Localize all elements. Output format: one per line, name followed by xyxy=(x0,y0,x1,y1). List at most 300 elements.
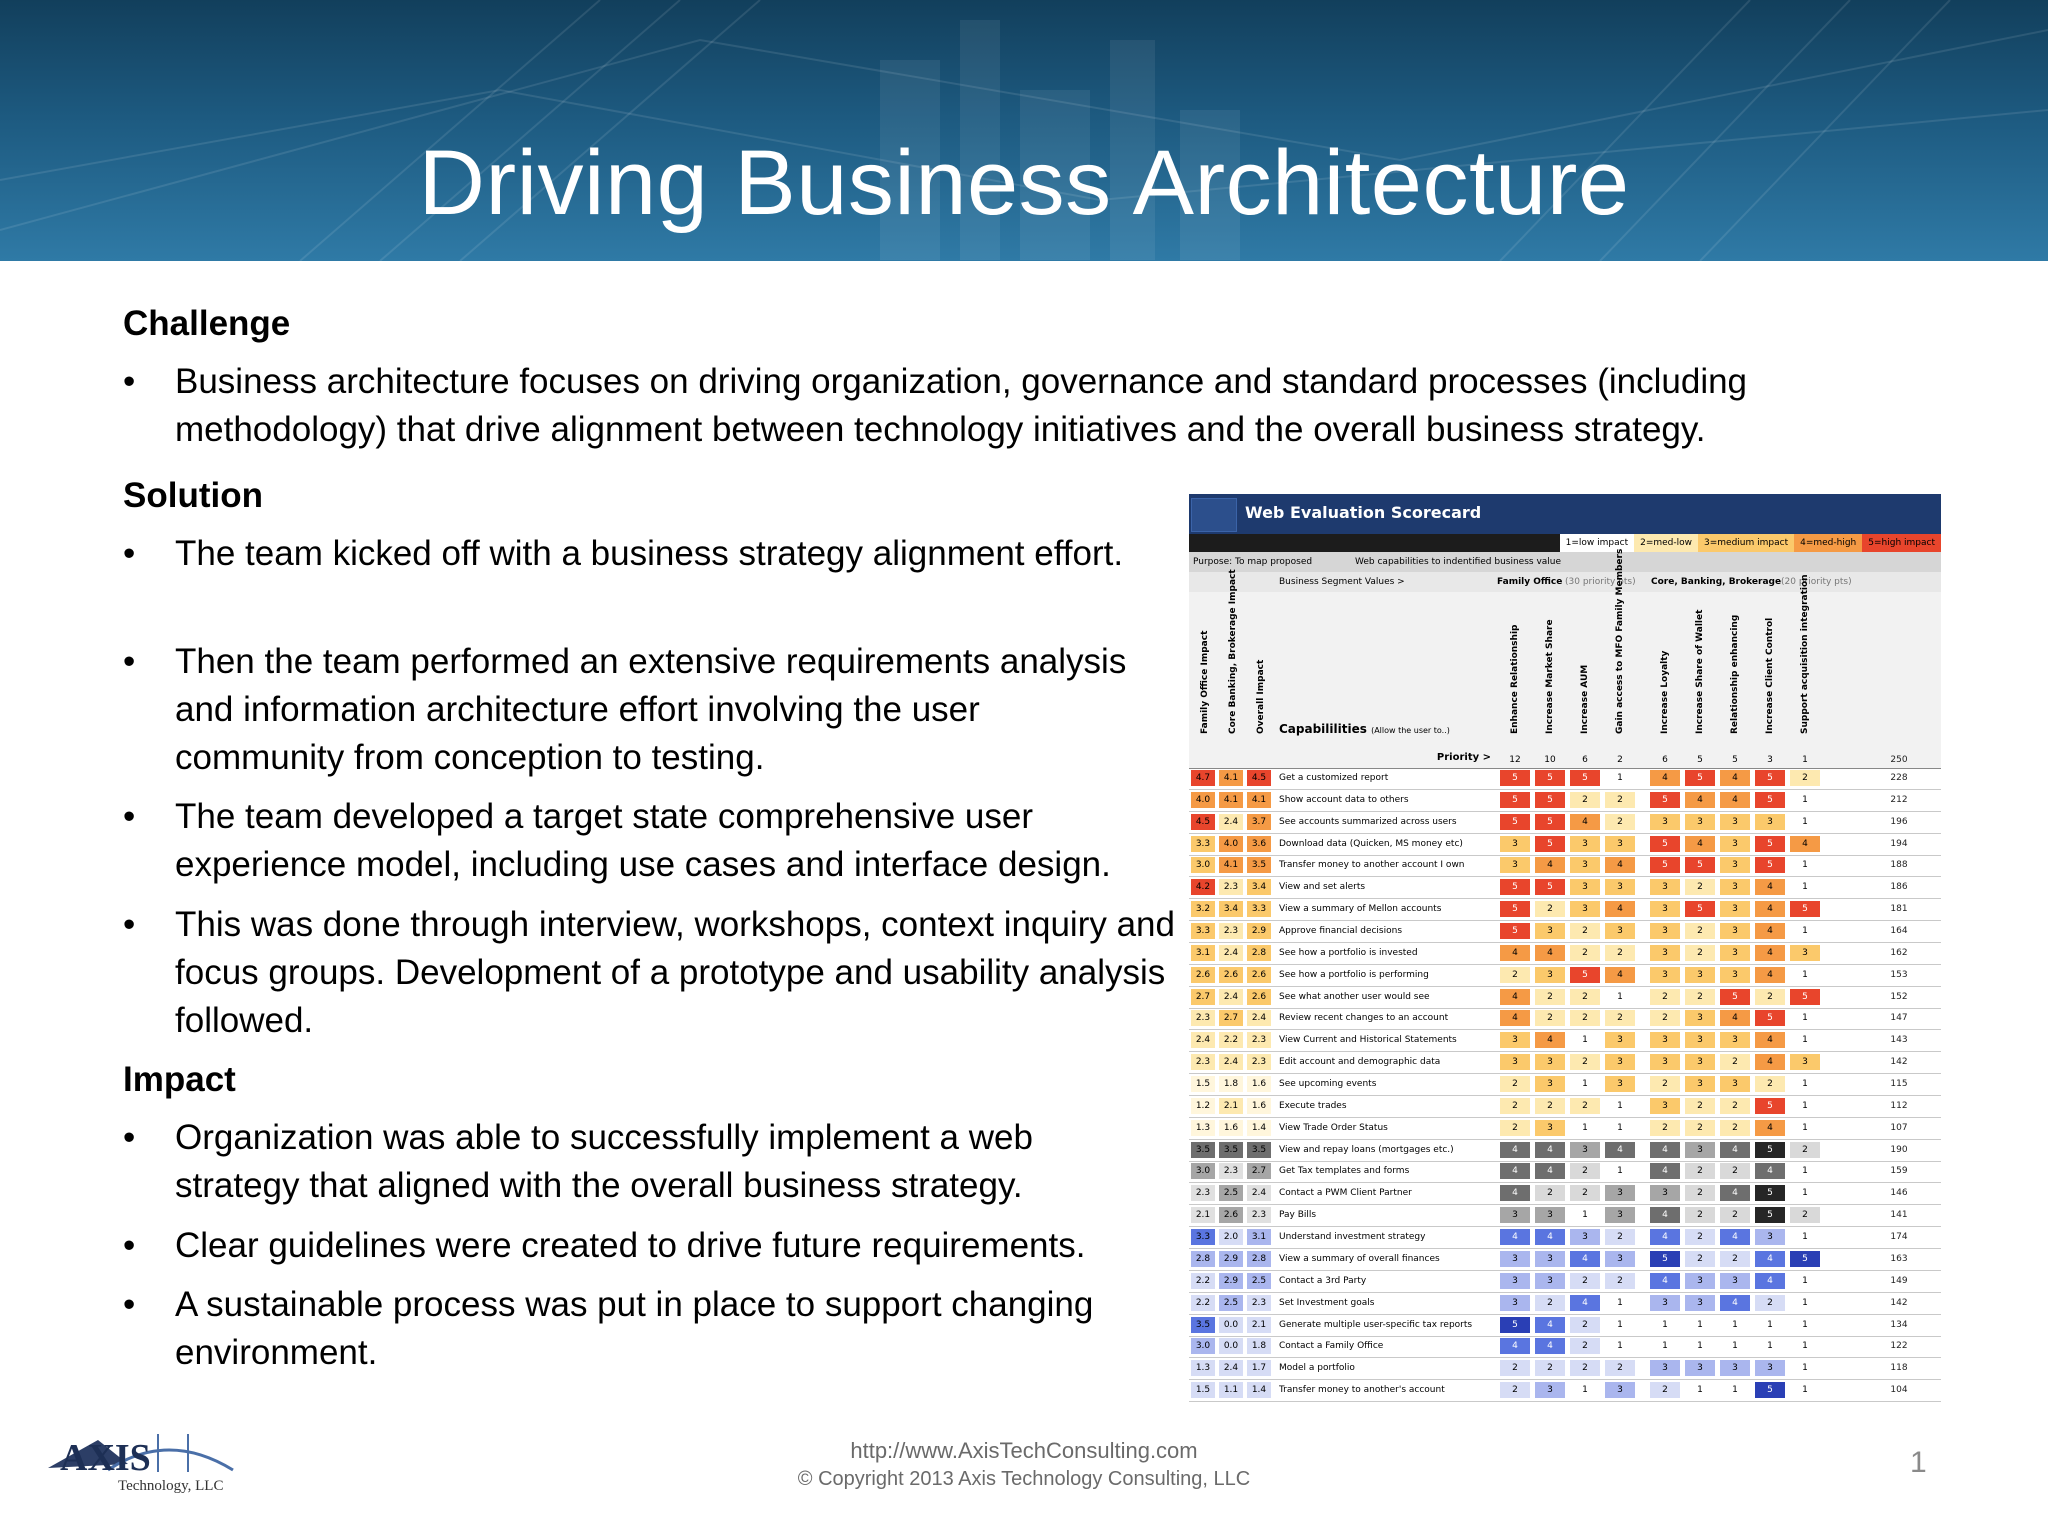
scorecard-row xyxy=(1189,1074,1941,1096)
score-cell: 5 xyxy=(1685,901,1715,917)
scorecard-row xyxy=(1189,790,1941,812)
value-column-header xyxy=(1795,574,1815,744)
row-total: 142 xyxy=(1890,1057,1908,1068)
score-cell: 1 xyxy=(1755,1317,1785,1333)
impact-column-header-text: Core Banking, Brokerage Impact xyxy=(1228,569,1238,734)
bullet-marker: • xyxy=(123,642,136,681)
score-cell: 1 xyxy=(1790,1120,1820,1136)
score-cell: 4 xyxy=(1500,1185,1530,1201)
score-cell: 1 xyxy=(1790,1229,1820,1245)
score-cell: 3 xyxy=(1605,836,1635,852)
score-cell: 3 xyxy=(1720,967,1750,983)
row-total: 190 xyxy=(1890,1144,1908,1155)
score-cell: 4 xyxy=(1685,836,1715,852)
score-cell: 3 xyxy=(1650,923,1680,939)
score-cell: 1 xyxy=(1790,1010,1820,1026)
score-cell: 1 xyxy=(1790,1317,1820,1333)
priority-label: Priority > xyxy=(1436,752,1491,763)
score-cell: 2 xyxy=(1570,945,1600,961)
score-cell: 2 xyxy=(1790,1142,1820,1158)
solution-bullet xyxy=(123,638,1133,782)
score-cell: 2 xyxy=(1605,1360,1635,1376)
capability-name: Get a customized report xyxy=(1279,773,1389,783)
score-cell: 2 xyxy=(1535,1185,1565,1201)
impact-cell: 2.5 xyxy=(1219,1295,1243,1311)
score-cell: 1 xyxy=(1605,1098,1635,1114)
score-cell: 5 xyxy=(1535,879,1565,895)
score-cell: 3 xyxy=(1605,1076,1635,1092)
score-cell: 3 xyxy=(1605,1382,1635,1398)
row-total: 122 xyxy=(1890,1341,1908,1352)
capability-name: Download data (Quicken, MS money etc) xyxy=(1279,838,1463,849)
impact-cell: 1.6 xyxy=(1219,1120,1243,1136)
score-cell: 5 xyxy=(1790,1251,1820,1267)
score-cell: 3 xyxy=(1605,1207,1635,1223)
impact-cell: 2.4 xyxy=(1247,1010,1271,1026)
score-cell: 2 xyxy=(1535,989,1565,1005)
score-cell: 3 xyxy=(1755,1360,1785,1376)
score-cell: 3 xyxy=(1685,1295,1715,1311)
impact-column-header xyxy=(1195,604,1215,744)
score-cell: 3 xyxy=(1535,1076,1565,1092)
score-cell: 2 xyxy=(1570,1185,1600,1201)
score-cell: 4 xyxy=(1500,1229,1530,1245)
score-cell: 3 xyxy=(1535,1273,1565,1289)
impact-cell: 2.1 xyxy=(1191,1207,1215,1223)
impact-cell: 3.6 xyxy=(1247,836,1271,852)
impact-cell: 2.3 xyxy=(1191,1010,1215,1026)
score-cell: 2 xyxy=(1570,1054,1600,1070)
score-cell: 3 xyxy=(1685,1032,1715,1048)
value-column-header xyxy=(1540,604,1560,744)
score-cell: 2 xyxy=(1605,814,1635,830)
impact-cell: 2.4 xyxy=(1191,1032,1215,1048)
score-cell: 5 xyxy=(1755,1185,1785,1201)
impact-cell: 2.8 xyxy=(1191,1251,1215,1267)
challenge-heading: Challenge xyxy=(123,304,291,343)
value-column-header xyxy=(1610,548,1630,744)
score-cell: 3 xyxy=(1755,814,1785,830)
score-cell: 3 xyxy=(1650,879,1680,895)
score-cell: 5 xyxy=(1500,879,1530,895)
web-evaluation-scorecard xyxy=(1189,494,1941,1397)
legend-item: 2=med-low xyxy=(1634,534,1698,552)
scorecard-row xyxy=(1189,899,1941,921)
solution-bullet xyxy=(123,793,1183,889)
bullet-text: Then the team performed an extensive requirements analysis and information architecture effort involving the user community from conception to testing. xyxy=(175,642,1127,777)
score-cell: 5 xyxy=(1790,989,1820,1005)
impact-cell: 2.4 xyxy=(1219,1054,1243,1070)
impact-cell: 3.5 xyxy=(1247,1142,1271,1158)
score-cell: 4 xyxy=(1755,901,1785,917)
score-cell: 4 xyxy=(1535,1317,1565,1333)
scorecard-row xyxy=(1189,768,1941,790)
score-cell: 2 xyxy=(1685,945,1715,961)
score-cell: 3 xyxy=(1650,1054,1680,1070)
row-total: 115 xyxy=(1890,1079,1908,1090)
scorecard-row xyxy=(1189,1096,1941,1118)
bullet-text: This was done through interview, workshops, context inquiry and focus groups. Development of a prototype and usability analysis followed. xyxy=(175,905,1175,1040)
capability-name: Approve financial decisions xyxy=(1279,926,1403,937)
impact-cell: 1.1 xyxy=(1219,1382,1243,1398)
score-cell: 5 xyxy=(1570,967,1600,983)
score-cell: 4 xyxy=(1500,1010,1530,1026)
score-cell: 3 xyxy=(1605,879,1635,895)
score-cell: 4 xyxy=(1755,1054,1785,1070)
score-cell: 4 xyxy=(1650,1229,1680,1245)
scorecard-row xyxy=(1189,1205,1941,1227)
solution-heading: Solution xyxy=(123,476,263,515)
score-cell: 3 xyxy=(1570,1142,1600,1158)
score-cell: 3 xyxy=(1500,1054,1530,1070)
score-cell: 2 xyxy=(1720,1207,1750,1223)
impact-column-header xyxy=(1223,569,1243,744)
impact-bullet xyxy=(123,1114,1133,1210)
footer-copyright: © Copyright 2013 Axis Technology Consulting, LLC xyxy=(797,1468,1251,1490)
score-cell: 3 xyxy=(1570,879,1600,895)
score-cell: 5 xyxy=(1535,792,1565,808)
impact-column-header-text: Overall Impact xyxy=(1256,659,1266,734)
capability-name: Transfer money to another's account xyxy=(1279,1385,1445,1396)
segment-core: Core, Banking, Brokerage xyxy=(1651,577,1782,587)
score-cell: 3 xyxy=(1500,1251,1530,1267)
bullet-text: Clear guidelines were created to drive future requirements. xyxy=(175,1226,1086,1265)
row-total: 149 xyxy=(1890,1275,1908,1286)
score-cell: 1 xyxy=(1790,1076,1820,1092)
score-cell: 4 xyxy=(1755,1120,1785,1136)
priority-value: 5 xyxy=(1697,755,1703,765)
score-cell: 3 xyxy=(1535,1382,1565,1398)
impact-cell: 3.0 xyxy=(1191,857,1215,873)
score-cell: 3 xyxy=(1500,1207,1530,1223)
score-cell: 4 xyxy=(1535,1032,1565,1048)
score-cell: 3 xyxy=(1650,1098,1680,1114)
row-total: 107 xyxy=(1890,1122,1908,1133)
bullet-text: A sustainable process was put in place to support changing environment. xyxy=(175,1285,1094,1372)
score-cell: 4 xyxy=(1720,770,1750,786)
score-cell: 3 xyxy=(1500,1032,1530,1048)
capability-name: Understand investment strategy xyxy=(1279,1232,1426,1243)
score-cell: 1 xyxy=(1685,1382,1715,1398)
footer-url-link[interactable]: http://www.AxisTechConsulting.com xyxy=(850,1438,1198,1463)
score-cell: 1 xyxy=(1790,857,1820,873)
score-cell: 4 xyxy=(1500,945,1530,961)
score-cell: 4 xyxy=(1500,1163,1530,1179)
capability-name: View and repay loans (mortgages etc.) xyxy=(1279,1144,1454,1155)
score-cell: 3 xyxy=(1500,1273,1530,1289)
segment-family-office: Family Office xyxy=(1497,577,1563,587)
score-cell: 1 xyxy=(1790,1338,1820,1354)
value-column-header xyxy=(1690,604,1710,744)
score-cell: 5 xyxy=(1650,836,1680,852)
score-cell: 1 xyxy=(1755,1338,1785,1354)
capability-name: Contact a PWM Client Partner xyxy=(1279,1188,1412,1199)
row-total: 152 xyxy=(1890,991,1908,1002)
score-cell: 1 xyxy=(1790,792,1820,808)
capability-name: View and set alerts xyxy=(1279,882,1366,893)
legend-item: 1=low impact xyxy=(1560,534,1634,552)
impact-cell: 3.2 xyxy=(1191,901,1215,917)
score-cell: 3 xyxy=(1685,1360,1715,1376)
capability-name: Review recent changes to an account xyxy=(1279,1013,1449,1024)
score-cell: 5 xyxy=(1500,901,1530,917)
score-cell: 3 xyxy=(1500,1295,1530,1311)
capability-name: Pay Bills xyxy=(1279,1210,1317,1221)
score-cell: 5 xyxy=(1755,857,1785,873)
score-cell: 5 xyxy=(1755,836,1785,852)
score-cell: 3 xyxy=(1720,814,1750,830)
row-total: 163 xyxy=(1890,1253,1908,1264)
impact-cell: 2.6 xyxy=(1247,989,1271,1005)
score-cell: 1 xyxy=(1605,1317,1635,1333)
priority-value: 10 xyxy=(1544,755,1556,765)
score-cell: 1 xyxy=(1790,1098,1820,1114)
score-cell: 4 xyxy=(1605,857,1635,873)
impact-cell: 1.3 xyxy=(1191,1360,1215,1376)
score-cell: 5 xyxy=(1500,792,1530,808)
impact-cell: 4.7 xyxy=(1191,770,1215,786)
score-cell: 1 xyxy=(1790,1032,1820,1048)
capability-name: See accounts summarized across users xyxy=(1279,816,1457,827)
scorecard-row xyxy=(1189,1315,1941,1337)
row-total: 196 xyxy=(1890,816,1908,827)
score-cell: 3 xyxy=(1570,857,1600,873)
capability-name: Edit account and demographic data xyxy=(1279,1057,1441,1068)
scorecard-row xyxy=(1189,1008,1941,1030)
score-cell: 3 xyxy=(1650,1185,1680,1201)
impact-cell: 2.6 xyxy=(1247,967,1271,983)
score-cell: 2 xyxy=(1720,1120,1750,1136)
score-cell: 3 xyxy=(1685,1142,1715,1158)
impact-cell: 2.3 xyxy=(1191,1185,1215,1201)
impact-cell: 2.3 xyxy=(1191,1054,1215,1070)
row-total: 162 xyxy=(1890,947,1908,958)
impact-cell: 2.4 xyxy=(1247,1185,1271,1201)
score-cell: 3 xyxy=(1605,1054,1635,1070)
impact-cell: 3.0 xyxy=(1191,1338,1215,1354)
impact-cell: 2.6 xyxy=(1219,967,1243,983)
score-cell: 3 xyxy=(1685,1273,1715,1289)
score-cell: 2 xyxy=(1790,1207,1820,1223)
row-total: 159 xyxy=(1890,1166,1908,1177)
impact-cell: 2.9 xyxy=(1219,1273,1243,1289)
impact-cell: 2.4 xyxy=(1219,814,1243,830)
page-number: 1 xyxy=(1910,1446,1927,1479)
row-total: 147 xyxy=(1890,1013,1908,1024)
legend-item: 4=med-high xyxy=(1794,534,1862,552)
score-cell: 2 xyxy=(1650,1120,1680,1136)
score-cell: 4 xyxy=(1570,814,1600,830)
value-column-header-text: Increase AUM xyxy=(1580,664,1590,734)
score-cell: 3 xyxy=(1535,1251,1565,1267)
score-cell: 3 xyxy=(1720,901,1750,917)
score-cell: 4 xyxy=(1720,1010,1750,1026)
score-cell: 3 xyxy=(1650,814,1680,830)
score-cell: 1 xyxy=(1790,1360,1820,1376)
value-column-header-text: Increase Market Share xyxy=(1545,619,1555,734)
score-cell: 4 xyxy=(1720,1295,1750,1311)
score-cell: 4 xyxy=(1720,1142,1750,1158)
value-column-header xyxy=(1505,604,1525,744)
score-cell: 1 xyxy=(1605,1163,1635,1179)
value-column-header-text: Increase Client Control xyxy=(1765,617,1775,734)
score-cell: 2 xyxy=(1650,1382,1680,1398)
score-cell: 2 xyxy=(1570,1273,1600,1289)
score-cell: 3 xyxy=(1755,1229,1785,1245)
impact-cell: 3.4 xyxy=(1219,901,1243,917)
capabilities-note: (Allow the user to..) xyxy=(1371,726,1450,735)
impact-cell: 3.1 xyxy=(1247,1229,1271,1245)
score-cell: 1 xyxy=(1720,1317,1750,1333)
score-cell: 1 xyxy=(1605,1120,1635,1136)
challenge-bullet xyxy=(123,358,1843,454)
score-cell: 2 xyxy=(1535,1098,1565,1114)
score-cell: 1 xyxy=(1720,1338,1750,1354)
impact-cell: 1.5 xyxy=(1191,1382,1215,1398)
impact-heading: Impact xyxy=(123,1060,236,1099)
row-total: 146 xyxy=(1890,1188,1908,1199)
score-cell: 4 xyxy=(1500,1338,1530,1354)
score-cell: 2 xyxy=(1720,1251,1750,1267)
score-cell: 2 xyxy=(1720,1163,1750,1179)
score-cell: 3 xyxy=(1650,1295,1680,1311)
priority-value: 6 xyxy=(1662,755,1668,765)
score-cell: 2 xyxy=(1605,1010,1635,1026)
score-cell: 4 xyxy=(1570,1251,1600,1267)
value-column-header-text: Increase Share of Wallet xyxy=(1695,609,1705,734)
logo-word: AXIS xyxy=(60,1437,151,1479)
impact-cell: 2.3 xyxy=(1219,923,1243,939)
segment-core-note: (20 priority pts) xyxy=(1781,577,1852,587)
capability-name: View a summary of Mellon accounts xyxy=(1279,904,1442,915)
score-cell: 2 xyxy=(1570,1098,1600,1114)
impact-cell: 2.2 xyxy=(1219,1032,1243,1048)
score-cell: 3 xyxy=(1685,1010,1715,1026)
score-cell: 4 xyxy=(1755,1273,1785,1289)
score-cell: 2 xyxy=(1685,1251,1715,1267)
impact-column-header xyxy=(1251,604,1271,744)
slide-title: Driving Business Architecture xyxy=(418,132,1630,234)
solution-bullet xyxy=(123,901,1183,1045)
scorecard-row xyxy=(1189,812,1941,834)
scorecard-purpose xyxy=(1189,552,1941,572)
score-cell: 1 xyxy=(1720,1382,1750,1398)
impact-cell: 3.5 xyxy=(1191,1142,1215,1158)
score-cell: 5 xyxy=(1650,792,1680,808)
score-cell: 3 xyxy=(1650,945,1680,961)
score-cell: 4 xyxy=(1535,1163,1565,1179)
scorecard-row xyxy=(1189,1183,1941,1205)
score-cell: 4 xyxy=(1755,1032,1785,1048)
bullet-marker: • xyxy=(123,1226,136,1265)
bullet-text: Organization was able to successfully implement a web strategy that aligned with the overall business strategy. xyxy=(175,1118,1033,1205)
scorecard-row xyxy=(1189,877,1941,899)
impact-cell: 4.1 xyxy=(1219,770,1243,786)
capability-name: View a summary of overall finances xyxy=(1279,1253,1440,1264)
scorecard-legend-bar xyxy=(1189,534,1941,552)
bullet-text: The team developed a target state comprehensive user experience model, including use cases and interface design. xyxy=(175,797,1111,884)
score-cell: 1 xyxy=(1685,1317,1715,1333)
value-column-header-text: Enhance Relationship xyxy=(1510,624,1520,734)
score-cell: 3 xyxy=(1790,945,1820,961)
score-cell: 2 xyxy=(1685,1207,1715,1223)
impact-cell: 2.3 xyxy=(1219,1163,1243,1179)
impact-cell: 2.4 xyxy=(1219,945,1243,961)
score-cell: 2 xyxy=(1720,1098,1750,1114)
score-cell: 3 xyxy=(1685,1076,1715,1092)
score-cell: 5 xyxy=(1755,1382,1785,1398)
impact-cell: 3.5 xyxy=(1219,1142,1243,1158)
score-cell: 3 xyxy=(1720,923,1750,939)
score-cell: 2 xyxy=(1570,1317,1600,1333)
score-cell: 4 xyxy=(1535,857,1565,873)
score-cell: 3 xyxy=(1685,967,1715,983)
value-column-header-text: Gain access to MFO Family Members xyxy=(1615,548,1625,734)
impact-cell: 1.3 xyxy=(1191,1120,1215,1136)
score-cell: 3 xyxy=(1535,1120,1565,1136)
impact-cell: 3.3 xyxy=(1191,1229,1215,1245)
score-cell: 1 xyxy=(1605,770,1635,786)
score-cell: 4 xyxy=(1650,1273,1680,1289)
row-total: 186 xyxy=(1890,882,1908,893)
legend-item: 5=high impact xyxy=(1862,534,1941,552)
score-cell: 4 xyxy=(1755,1163,1785,1179)
impact-cell: 2.3 xyxy=(1247,1054,1271,1070)
score-cell: 4 xyxy=(1570,1295,1600,1311)
scorecard-row xyxy=(1189,834,1941,856)
score-cell: 1 xyxy=(1790,879,1820,895)
impact-bullet xyxy=(123,1281,1133,1377)
score-cell: 2 xyxy=(1650,1076,1680,1092)
capability-name: Set Investment goals xyxy=(1279,1297,1375,1308)
score-cell: 5 xyxy=(1685,857,1715,873)
impact-cell: 3.3 xyxy=(1191,836,1215,852)
score-cell: 1 xyxy=(1650,1338,1680,1354)
capability-name: Show account data to others xyxy=(1279,794,1409,805)
score-cell: 3 xyxy=(1685,814,1715,830)
scorecard-row xyxy=(1189,921,1941,943)
score-cell: 4 xyxy=(1755,1251,1785,1267)
impact-cell: 1.8 xyxy=(1247,1338,1271,1354)
scorecard-row xyxy=(1189,965,1941,987)
score-cell: 5 xyxy=(1535,836,1565,852)
logo-tagline: Technology, LLC xyxy=(118,1478,224,1494)
score-cell: 3 xyxy=(1535,967,1565,983)
score-cell: 2 xyxy=(1570,792,1600,808)
score-cell: 4 xyxy=(1650,770,1680,786)
row-total: 143 xyxy=(1890,1035,1908,1046)
score-cell: 2 xyxy=(1790,770,1820,786)
score-cell: 3 xyxy=(1650,967,1680,983)
score-cell: 4 xyxy=(1755,967,1785,983)
score-cell: 1 xyxy=(1685,1338,1715,1354)
score-cell: 3 xyxy=(1720,857,1750,873)
capability-name: View Trade Order Status xyxy=(1279,1122,1388,1133)
score-cell: 3 xyxy=(1605,1251,1635,1267)
bullet-text: Business architecture focuses on driving organization, governance and standard processes (including methodology) that drive alignment between technology initiatives and the overall business strategy. xyxy=(175,362,1748,449)
score-cell: 1 xyxy=(1605,1295,1635,1311)
score-cell: 2 xyxy=(1570,1163,1600,1179)
score-cell: 4 xyxy=(1720,1185,1750,1201)
bullet-marker: • xyxy=(123,1285,136,1324)
score-cell: 3 xyxy=(1720,879,1750,895)
impact-cell: 1.6 xyxy=(1247,1076,1271,1092)
score-cell: 1 xyxy=(1790,814,1820,830)
bullet-text: The team kicked off with a business strategy alignment effort. xyxy=(175,534,1124,573)
impact-cell: 1.4 xyxy=(1247,1120,1271,1136)
capability-name: Get Tax templates and forms xyxy=(1279,1166,1410,1177)
score-cell: 3 xyxy=(1720,836,1750,852)
